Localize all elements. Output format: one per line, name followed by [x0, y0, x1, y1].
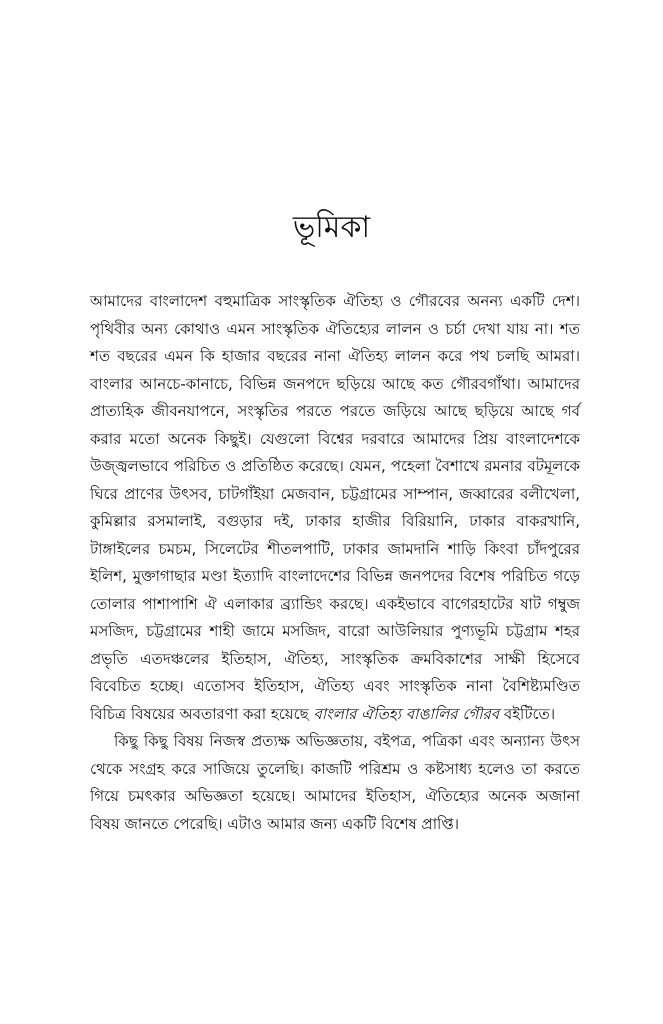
paragraph-2: কিছু কিছু বিষয় নিজস্ব প্রত্যক্ষ অভিজ্ঞতায়, বইপত্র, পত্রিকা এবং অন্যান্য উৎস থেকে সংগ্রহ করে সাজিয়ে তুলেছি। কাজটি পরিশ্রম ও কষ্টসাধ্য হলেও তা করতে গিয়ে চমৎকার অভিজ্ঞতা হয়েছে। আমাদের ইতিহাস, ঐতিহ্যের অনেক অজানা বিষয় জানতে পেরেছি। এটাও আমার জন্য একটি বিশেষ প্রাপ্তি। — [90, 732, 580, 833]
paragraph-1 — [90, 288, 580, 728]
page-title: ভূমিকা — [292, 210, 371, 245]
paragraph-1-text: আমাদের বাংলাদেশ বহুমাত্রিক সাংস্কৃতিক ঐতিহ্য ও গৌরবের অনন্য একটি দেশ। পৃথিবীর অন্য কোথাও এমন সাংস্কৃতিক ঐতিহ্যের লালন ও চর্চা দেখা যায় না। শত শত বছরের এমন কি হাজার বছরের নানা ঐতিহ্য লালন করে পথ চলছি আমরা। বাংলার আনচে-কানাচে, বিভিন্ন জনপদে ছড়িয়ে আছে কত গৌরবগাঁথা। আমাদের প্রাত্যহিক জীবনযাপনে, সংস্কৃতির পরতে পরতে জড়িয়ে আছে ছড়িয়ে আছে গর্ব করার মতো অনেক কিছুই। যেগুলো বিশ্বের দরবারে আমাদের প্রিয় বাংলাদেশকে উজ্জ্বলভাবে পরিচিত ও প্রতিষ্ঠিত করেছে। যেমন, পহেলা বৈশাখে রমনার বটমূলকে ঘিরে প্রাণের উৎসব, চাটগাঁইয়া মেজবান, চট্টগ্রামের সাম্পান, জব্বারের বলীখেলা, কুমিল্লার রসমালাই, বগুড়ার দই, ঢাকার হাজীর বিরিয়ানি, ঢাকার বাকরখানি, টাঙ্গাইলের চমচম, সিলেটের শীতলপাটি, ঢাকার জামদানি শাড়ি কিংবা চাঁদপুরের ইলিশ, মুক্তাগাছার মণ্ডা ইত্যাদি বাংলাদেশের বিভিন্ন জনপদের বিশেষ পরিচিত গড়ে তোলার পাশাপাশি ঐ এলাকার ব্র্যান্ডিং করছে। একইভাবে বাগেরহাটের ষাট গম্বুজ মসজিদ, চট্টগ্রামের শাহী জামে মসজিদ, বারো আউলিয়ার পুণ্যভূমি চট্টগ্রাম শহর প্রভৃতি এতদঞ্চলের ইতিহাস, ঐতিহ্য, সাংস্কৃতিক ক্রমবিকাশের সাক্ষী হিসেবে বিবেচিত হচ্ছে। এতোসব ইতিহাস, ঐতিহ্য এবং সাংস্কৃতিক নানা বৈশিষ্ট্যমণ্ডিত বিচিত্র বিষয়ের অবতারণা করা হয়েছে — [90, 292, 580, 723]
paragraph-1-tail: বইটিতে। — [499, 704, 556, 723]
book-title-italic: বাংলার ঐতিহ্য বাঙালির গৌরব — [313, 704, 500, 723]
preface-body — [90, 288, 580, 838]
